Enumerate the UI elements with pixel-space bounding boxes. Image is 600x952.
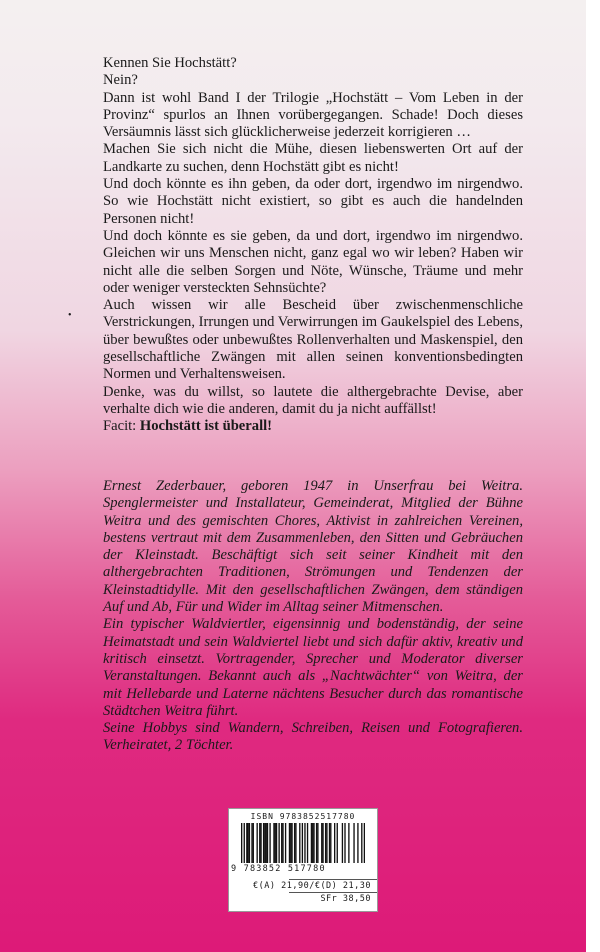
cover-blurb	[103, 55, 523, 436]
price-divider	[289, 879, 377, 880]
barcode-bar	[337, 823, 338, 863]
barcode-bar	[307, 823, 308, 863]
blurb-line: Denke, was du willst, so lautete die althergebrachte Devise, aber verhalte dich wie die anderen, damit du ja nicht auffällst!	[103, 383, 523, 417]
bio-paragraph: Seine Hobbys sind Wandern, Schreiben, Reisen und Fotografieren. Verheiratet, 2 Töchter.	[103, 720, 523, 754]
stray-dot: •	[68, 310, 72, 321]
barcode-bar	[299, 823, 300, 863]
barcode-bar	[353, 823, 354, 863]
barcode-bar	[253, 823, 254, 863]
barcode-bar	[316, 823, 317, 863]
barcode-bar	[281, 823, 282, 863]
barcode-bar	[266, 823, 267, 863]
blurb-line: Nein?	[103, 72, 138, 89]
barcode-bar	[257, 823, 258, 863]
barcode-bar	[278, 823, 279, 863]
barcode-bar	[247, 823, 248, 863]
barcode-bar	[273, 823, 274, 863]
barcode-bar	[361, 823, 362, 863]
barcode-bar	[289, 823, 290, 863]
barcode-bar	[329, 823, 330, 863]
barcode-bar	[348, 823, 349, 863]
barcode-bar	[263, 823, 264, 863]
facit-label: Facit:	[103, 418, 140, 435]
barcode-bar	[294, 823, 295, 863]
barcode-bar	[330, 823, 331, 863]
barcode-bar	[326, 823, 327, 863]
author-bio	[103, 478, 523, 755]
barcode-bar	[325, 823, 326, 863]
barcode-bar	[267, 823, 268, 863]
barcode-bar	[285, 823, 286, 863]
barcode-bar	[322, 823, 323, 863]
barcode-bar	[249, 823, 250, 863]
blurb-line: Und doch könnte es ihn geben, da oder dort, irgendwo im nirgendwo. So wie Hochstätt nicht existiert, so gibt es auch die handelnden Personen nicht!	[103, 176, 523, 227]
barcode-bar	[282, 823, 283, 863]
isbn-label: ISBN 9783852517780	[250, 812, 356, 821]
barcode-bar	[317, 823, 318, 863]
barcode-bars	[241, 823, 365, 863]
barcode-bar	[291, 823, 292, 863]
blurb-line: Dann ist wohl Band I der Trilogie „Hochstätt – Vom Leben in der Provinz“ spurlos an Ihnen vorübergegangen. Schade! Doch dieses Versäumnis lässt sich glücklicherweise jederzeit korrigieren …	[103, 89, 523, 141]
barcode-bar	[260, 823, 261, 863]
barcode-digits: 9 783852 517780	[231, 864, 326, 874]
barcode-bar	[364, 823, 365, 863]
bio-paragraph: Ernest Zederbauer, geboren 1947 in Unserfrau bei Weitra. Spenglermeister und Installateur, Gemeinderat, Mitglied der Bühne Weitra und des gemischten Chores, Aktivist in zahlreichen Vereinen, bestens vertraut mit dem Zusammenleben, den Sitten und Gebräuchen der Kleinstadt. Beschäftigt sich seit seiner Kindheit mit den althergebrachten Traditionen, Strömungen und Tendenzen der Kleinstadtidylle. Mit den gesellschaftlichen Zwängen, dem ständigen Auf und Ab, Für und Wider im Alltag seiner Mitmenschen.	[103, 478, 523, 616]
barcode-bar	[244, 823, 245, 863]
barcode-box	[228, 808, 378, 912]
barcode-bar	[264, 823, 265, 863]
barcode-bar	[357, 823, 358, 863]
barcode-bar	[259, 823, 260, 863]
price-eur: €(A) 21,90/€(D) 21,30	[253, 881, 371, 891]
blurb-line: Machen Sie sich nicht die Mühe, diesen liebenswerten Ort auf der Landkarte zu suchen, denn Hochstätt gibt es nicht!	[103, 141, 523, 175]
barcode-bar	[304, 823, 305, 863]
barcode-bar	[290, 823, 291, 863]
barcode-bar	[246, 823, 247, 863]
bio-paragraph: Ein typischer Waldviertler, eigensinnig und bodenständig, der seine Heimatstadt und sein Waldviertel liebt und sich dafür aktiv, kreativ und kritisch einsetzt. Vortragender, Sprecher und Moderator diverser Veranstaltungen. Bekannt auch als „Nachtwächter“ von Weitra, der mit Hellebarde und Laterne nächtens Besucher durch das romantische Städtchen Weitra führt.	[103, 616, 523, 719]
barcode-bar	[321, 823, 322, 863]
barcode-bar	[344, 823, 345, 863]
white-edge-strip	[586, 0, 600, 952]
price-divider	[289, 892, 377, 893]
price-sfr: SFr 38,50	[320, 894, 371, 904]
barcode-bar	[241, 823, 242, 863]
barcode-bar	[276, 823, 277, 863]
barcode-bar	[313, 823, 314, 863]
barcode-bar	[311, 823, 312, 863]
barcode-bar	[251, 823, 252, 863]
barcode-bar	[302, 823, 303, 863]
barcode-bar	[269, 823, 270, 863]
blurb-line: Auch wissen wir alle Bescheid über zwischenmenschliche Verstrickungen, Irrungen und Verwirrungen im Gaukelspiel des Lebens, über bewußtes oder unbewußtes Rollenverhalten und Maskenspiel, den gesellschaftliche Zwängen mit allen seinen konventionsbedingten Normen und Verhaltensweisen.	[103, 297, 523, 383]
facit-statement: Hochstätt ist überall!	[139, 418, 273, 435]
barcode-bar	[312, 823, 313, 863]
barcode-bar	[334, 823, 335, 863]
facit-line	[103, 418, 523, 435]
blurb-line: Und doch könnte es sie geben, da und dort, irgendwo im nirgendwo. Gleichen wir uns Menschen nicht, ganz egal wo wir leben? Haben wir nicht alle die selben Sorgen und Nöte, Wünsche, Träume und mehr oder weniger versteckten Sehnsüchte?	[103, 227, 523, 296]
barcode-bar	[275, 823, 276, 863]
barcode-bar	[295, 823, 296, 863]
barcode-bar	[342, 823, 343, 863]
blurb-line: Kennen Sie Hochstätt?	[103, 55, 237, 71]
